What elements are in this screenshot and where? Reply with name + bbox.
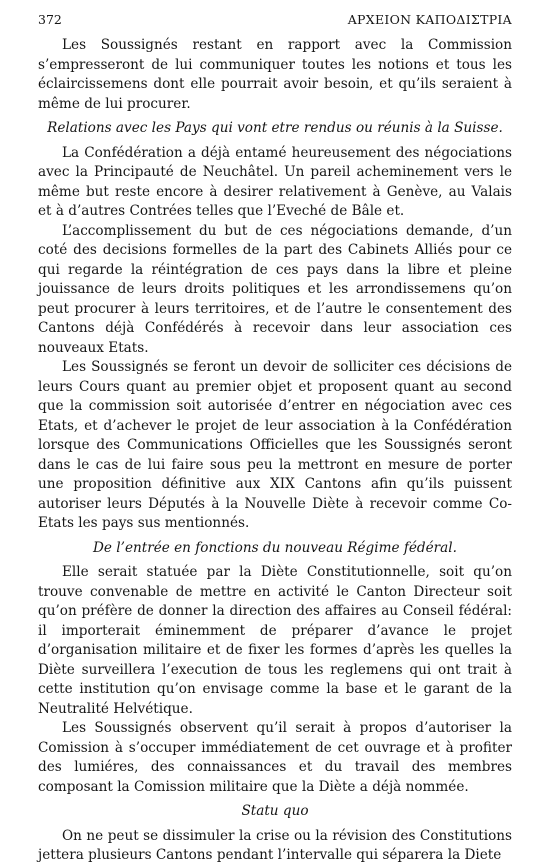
paragraph: Les Soussignés restant en rapport avec la Commission s’empresseront de lui communiquer toutes les notions et tous les éclaircissemens dont elle pourrait avoir besoin, et qu’ils seraient à même de lui procurer. (38, 37, 512, 112)
page-number: 372 (38, 12, 62, 27)
section-heading: Statu quo (241, 803, 309, 819)
paragraph: La Confédération a déjà entamé heureusement des négociations avec la Principauté de Neuchâtel. Un pareil acheminement vers le même but reste encore à desirer relativement à Genève, au Valais et à d’autres Contrées telles que l’Eveché de Bâle et. (38, 144, 512, 219)
paragraph: Les Soussignés observent qu’il serait à propos d’autoriser la Comission à s’occuper immédiatement de cet ouvrage et à profiter des lumiéres, des connaissances et du travail des membres composant la Comission militaire que la Diète a déjà nommée. (38, 720, 512, 795)
page-header (38, 10, 512, 30)
page-body (38, 36, 512, 866)
paragraph: L’accomplissement du but de ces négociations demande, d’un coté des decisions formelles de la part des Cabinets Alliés pour ce qui regarde la réintégration de ces pays dans la libre et pleine jouissance de leurs droits politiques et les arrondissemens qu’on peut procurer à leurs territoires, et de l’autre le consentement des Cantons déjà Confédérés à recevoir dans leur association ces nouveaux Etats. (38, 222, 512, 356)
paragraph: Les Soussignés se feront un devoir de solliciter ces décisions de leurs Cours quant au premier objet et proposent quant au second que la commission soit autorisée d’entrer en négociation avec ces Etats, et d’achever le projet de leur association à la Confédération lorsque des Communications Officielles que les Soussignés seront dans le cas de lui faire sous peu la mettront en mesure de porter une proposition définitive aux XIX Cantons afin qu’ils puissent autoriser leurs Députés à la Nouvelle Diète à recevoir comme Co-Etats les pays sus mentionnés. (38, 359, 512, 531)
running-title: ΑΡΧΕΙΟΝ ΚΑΠΟΔΙΣΤΡΙΑ (347, 12, 512, 27)
section-heading: De l’entrée en fonctions du nouveau Régime fédéral. (93, 539, 457, 556)
paragraph: Elle serait statuée par la Diète Constitutionnelle, soit qu’on trouve convenable de mettre en activité le Canton Directeur soit qu’on préfère de donner la direction des affaires au Conseil fédéral: il importerait éminemment de préparer d’avance le projet d’organisation militaire et de fixer les formes d’après les quelles la Diète surveillera l’execution de tous les reglemens qui ont trait à cette institution qu’on envisage comme la base et le garant de la Neutralité Helvétique. (38, 564, 512, 717)
paragraph: On ne peut se dissimuler la crise ou la révision des Constitutions jettera plusieurs Cantons pendant l’intervalle qui séparera la Diete (38, 827, 512, 863)
section-heading: Relations avec les Pays qui vont etre rendus ou réunis à la Suisse. (47, 120, 503, 136)
